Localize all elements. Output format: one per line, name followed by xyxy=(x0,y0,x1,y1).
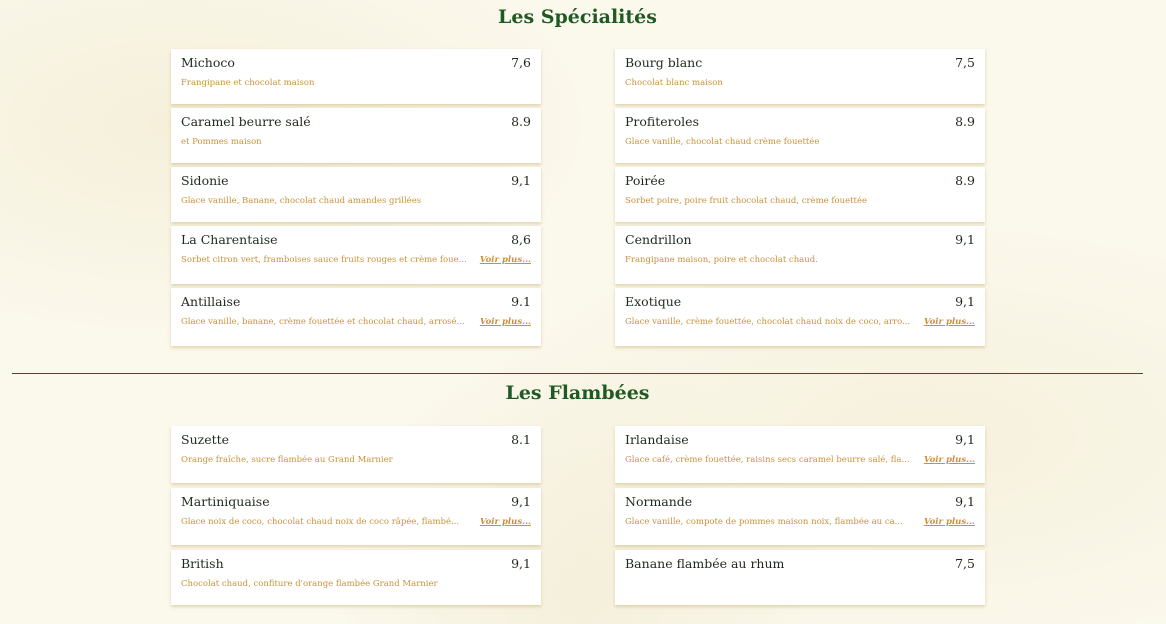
item-description: Sorbet poire, poire fruit chocolat chaud, crème fouettée xyxy=(625,196,868,206)
item-price: 9,1 xyxy=(955,232,975,247)
item-price: 9,1 xyxy=(511,494,531,509)
menu-item-card[interactable] xyxy=(171,226,541,284)
item-name: La Charentaise xyxy=(181,232,278,247)
item-description: Chocolat blanc maison xyxy=(625,78,723,88)
item-price: 7,6 xyxy=(511,55,531,70)
item-name: Normande xyxy=(625,494,693,509)
menu-item-card[interactable] xyxy=(615,49,985,104)
item-name: Poirée xyxy=(625,173,666,188)
menu-item-card[interactable] xyxy=(615,550,985,605)
menu-item-card[interactable] xyxy=(171,426,541,483)
item-name: Cendrillon xyxy=(625,232,692,247)
menu-item-card[interactable] xyxy=(615,167,985,222)
item-description: Glace vanille, compote de pommes maison noix, flambée au ca... xyxy=(625,517,903,527)
item-description: Glace vanille, banane, crème fouettée et chocolat chaud, arrosé... xyxy=(181,317,465,327)
menu-item-card[interactable] xyxy=(171,49,541,104)
item-price: 8.9 xyxy=(955,173,975,188)
item-description: Glace noix de coco, chocolat chaud noix de coco râpée, flambé... xyxy=(181,517,460,527)
menu-item-card[interactable] xyxy=(615,426,985,483)
menu-item-card[interactable] xyxy=(615,288,985,346)
item-name: Bourg blanc xyxy=(625,55,703,70)
item-description: Glace vanille, Banane, chocolat chaud amandes grillées xyxy=(181,196,422,206)
section-title-specialites: Les Spécialités xyxy=(498,6,657,28)
item-price: 9,1 xyxy=(955,432,975,447)
see-more-link[interactable]: Voir plus... xyxy=(923,455,975,465)
item-price: 9,1 xyxy=(511,556,531,571)
item-name: Irlandaise xyxy=(625,432,689,447)
item-name: Antillaise xyxy=(181,294,241,309)
menu-item-card[interactable] xyxy=(171,108,541,163)
item-name: Suzette xyxy=(181,432,230,447)
menu-item-card[interactable] xyxy=(615,488,985,545)
section-title-flambees: Les Flambées xyxy=(505,382,650,404)
item-description: Chocolat chaud, confiture d'orange flambée Grand Marnier xyxy=(181,579,438,589)
item-description: Glace vanille, crème fouettée, chocolat chaud noix de coco, arro... xyxy=(625,317,911,327)
item-description: Glace café, crème fouettée, raisins secs caramel beurre salé, fla... xyxy=(625,455,910,465)
item-description: Glace vanille, chocolat chaud crème fouettée xyxy=(625,137,820,147)
see-more-link[interactable]: Voir plus... xyxy=(479,317,531,327)
menu-item-card[interactable] xyxy=(171,550,541,605)
item-price: 8.1 xyxy=(511,432,531,447)
item-name: Exotique xyxy=(625,294,682,309)
item-price: 7,5 xyxy=(955,556,975,571)
menu-item-card[interactable] xyxy=(615,226,985,284)
item-price: 9.1 xyxy=(511,294,531,309)
item-price: 8.9 xyxy=(511,114,531,129)
menu-item-card[interactable] xyxy=(171,288,541,346)
menu-item-card[interactable] xyxy=(615,108,985,163)
item-name: British xyxy=(181,556,224,571)
item-price: 9,1 xyxy=(955,294,975,309)
item-name: Banane flambée au rhum xyxy=(625,556,785,571)
see-more-link[interactable]: Voir plus... xyxy=(479,255,531,265)
item-price: 9,1 xyxy=(955,494,975,509)
see-more-link[interactable]: Voir plus... xyxy=(923,517,975,527)
item-description: Orange fraîche, sucre flambée au Grand Marnier xyxy=(181,455,393,465)
item-price: 7,5 xyxy=(955,55,975,70)
item-description: Frangipane maison, poire et chocolat chaud. xyxy=(625,255,818,265)
item-description: Sorbet citron vert, framboises sauce fruits rouges et crème foue... xyxy=(181,255,467,265)
menu-item-card[interactable] xyxy=(171,488,541,545)
see-more-link[interactable]: Voir plus... xyxy=(479,517,531,527)
item-description: et Pommes maison xyxy=(181,137,262,147)
item-name: Martiniquaise xyxy=(181,494,270,509)
item-price: 8.9 xyxy=(955,114,975,129)
item-name: Michoco xyxy=(181,55,235,70)
item-name: Sidonie xyxy=(181,173,229,188)
item-price: 9,1 xyxy=(511,173,531,188)
item-description: Frangipane et chocolat maison xyxy=(181,78,315,88)
section-divider xyxy=(12,373,1143,374)
see-more-link[interactable]: Voir plus... xyxy=(923,317,975,327)
item-price: 8,6 xyxy=(511,232,531,247)
menu-item-card[interactable] xyxy=(171,167,541,222)
item-name: Profiteroles xyxy=(625,114,699,129)
item-name: Caramel beurre salé xyxy=(181,114,311,129)
